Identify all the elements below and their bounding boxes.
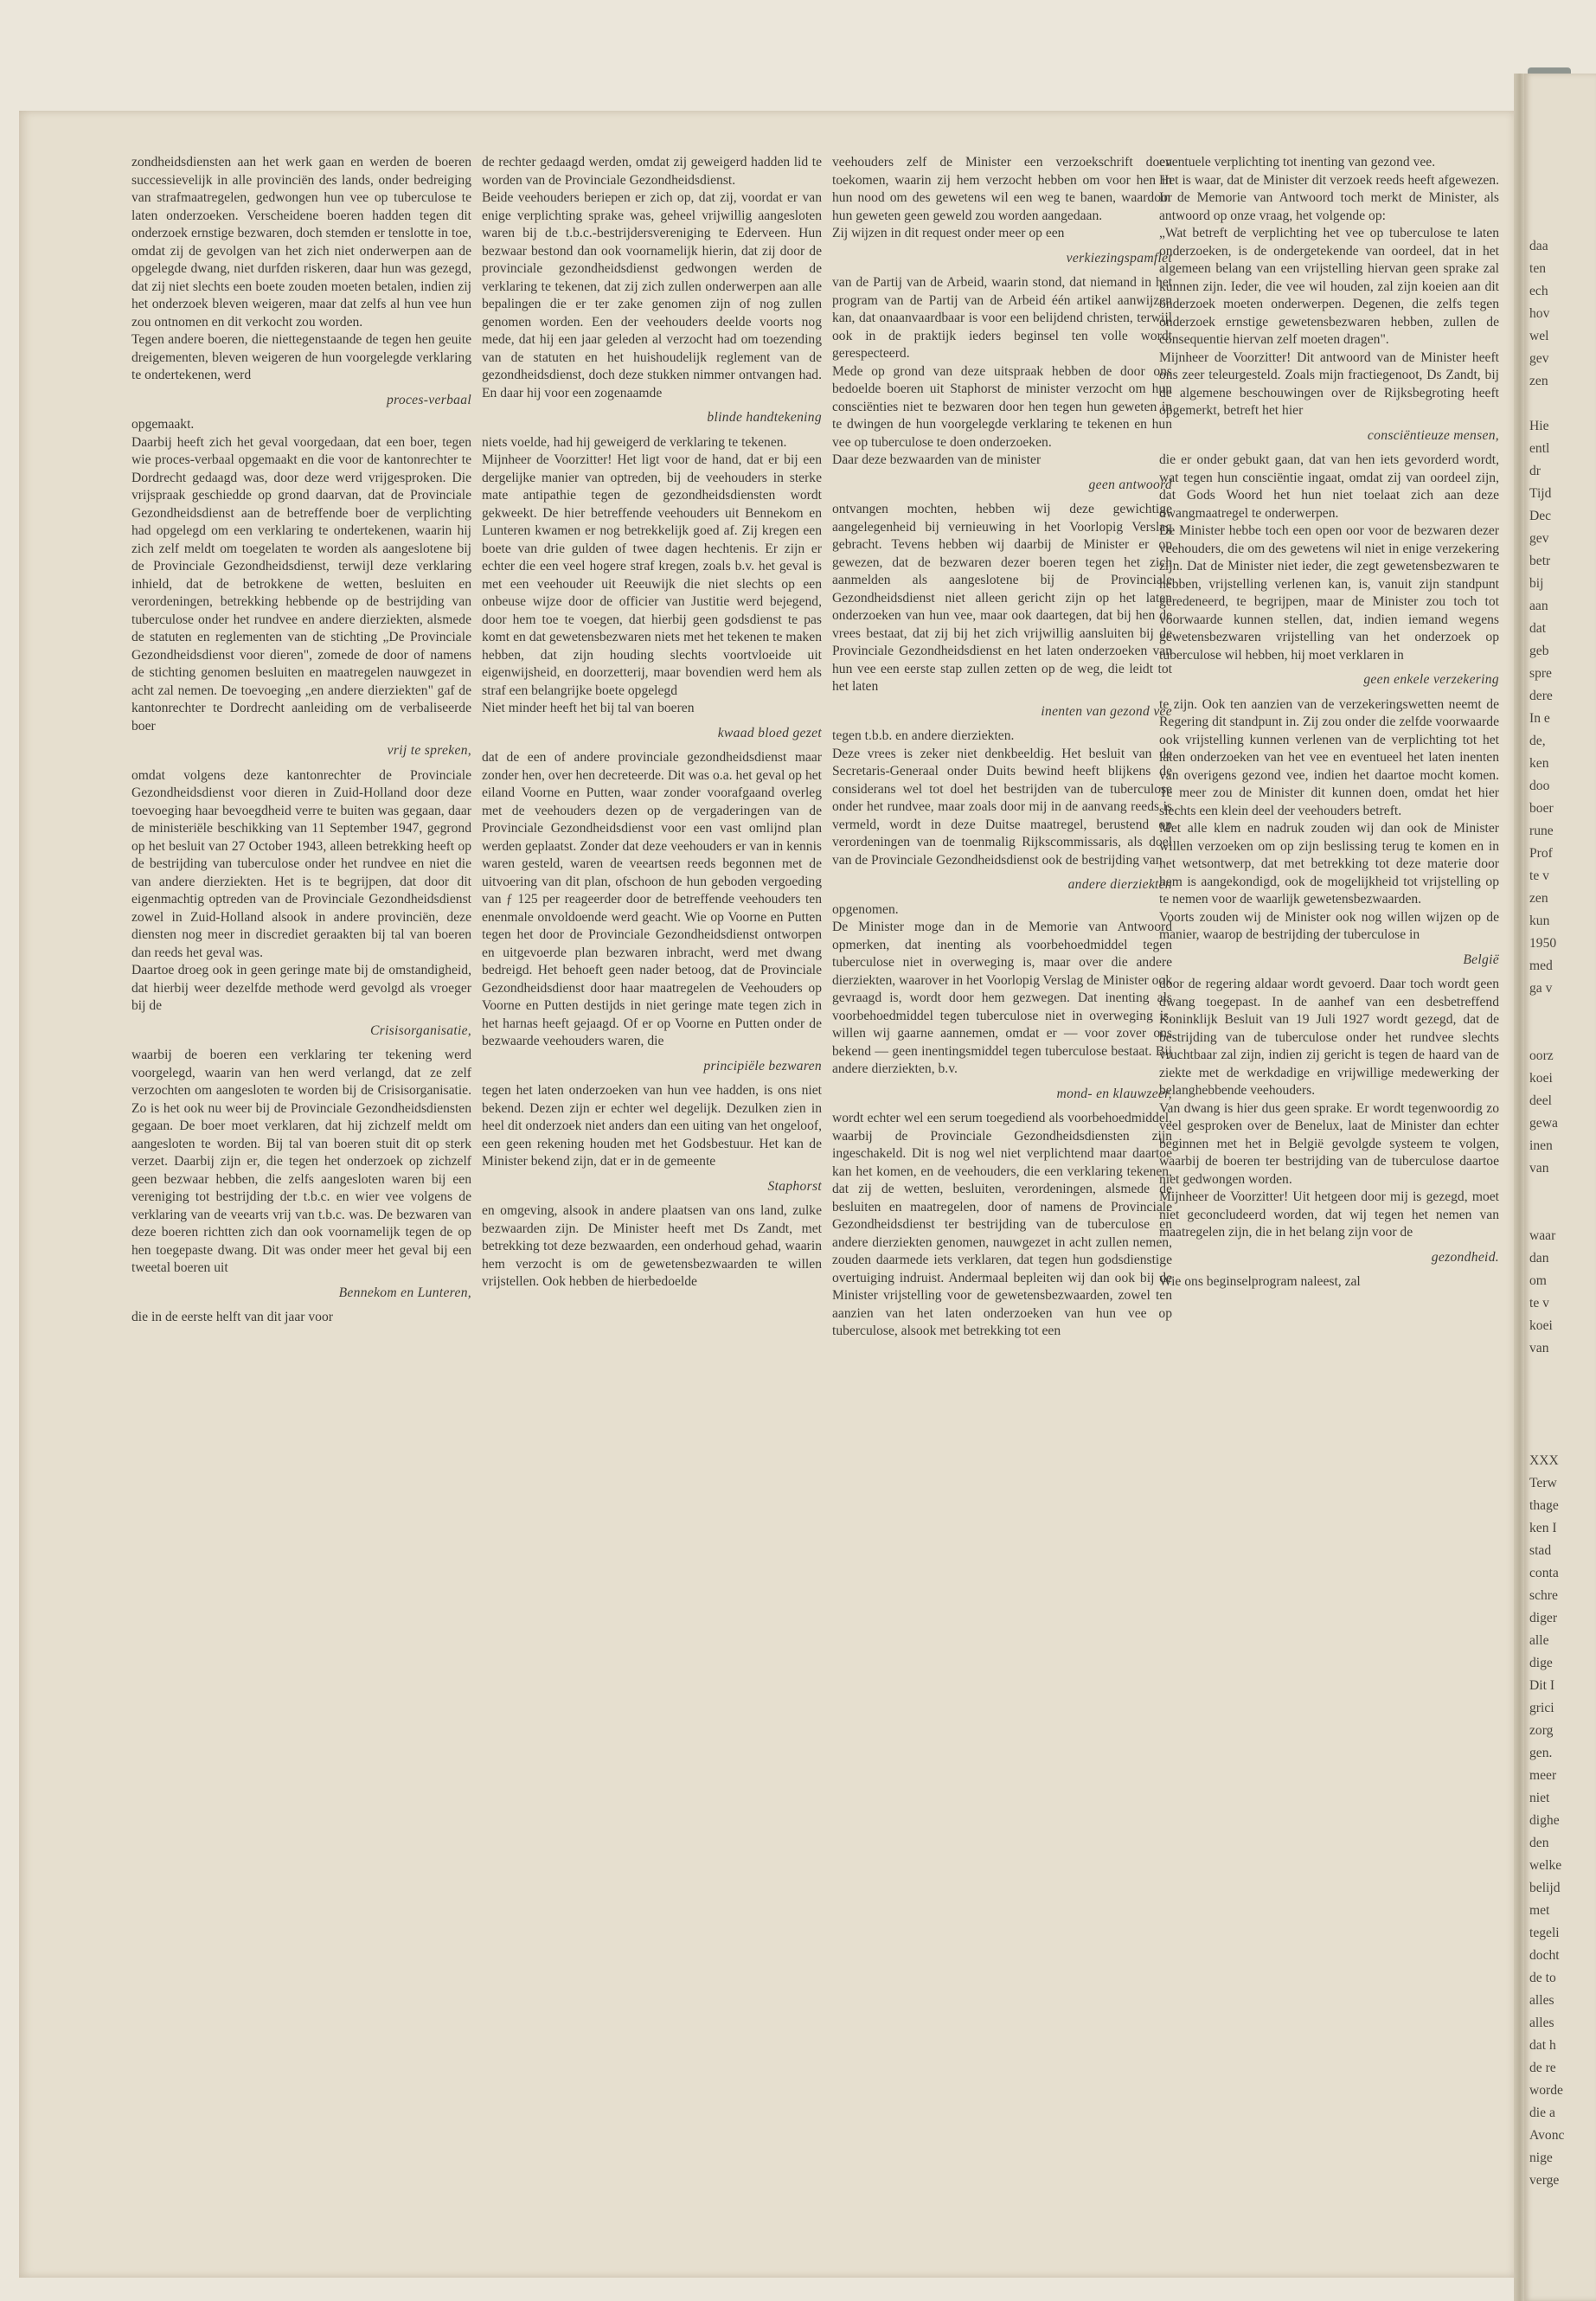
adjacent-page-fragment: diger (1529, 1611, 1558, 1625)
paragraph: Mede op grond van deze uitspraak hebben de door ons bedoelde boeren uit Staphorst de minister verzocht om hun consciënties niet te bezwaren door hen tegen hun geweten in te dwingen de hun voorgelegde verklaring te tekenen en hun vee op tuberculose te doen onderzoeken. (832, 363, 1172, 450)
paragraph: omdat volgens deze kantonrechter de Provinciale Gezondheidsdienst voor dieren in Zuid-Holland door deze toevoeging haar bevoegdheid verre te buiten was gegaan, daar de ministeriële beschikking van 11 September 1947, gegrond op het besluit van 27 October 1943, alleen betrekking heeft op de bestrijding van tuberculose onder het rundvee en niet die van andere dierziekten. Het is te begrijpen, dat door dit eigenmachtig optreden van de Provinciale Gezondheidsdienst zowel in Zuid-Holland alsook in andere provinciën, deze diensten nog meer in discrediet geraakten bij tal van boeren dan reeds het geval was. (131, 767, 471, 960)
adjacent-page-fragment: ten (1529, 261, 1547, 276)
adjacent-page-fragment: Prof (1529, 846, 1553, 861)
paragraph: Mijnheer de Voorzitter! Dit antwoord van de Minister heeft ons zeer teleurgesteld. Zoals mijn fractiegenoot, Ds Zandt, bij de algemene beschouwingen over de Rijksbegroting heeft opgemerkt, betreft het hier (1159, 349, 1499, 418)
adjacent-page-fragment: boer (1529, 801, 1554, 816)
paragraph: Mijnheer de Voorzitter! Uit hetgeen door mij is gezegd, moet niet geconcludeerd worden, dat wij tegen het nemen van maatregelen zijn, die in het belang zijn voor de (1159, 1189, 1499, 1240)
paragraph: tegen t.b.b. en andere dierziekten. (832, 728, 1015, 743)
paragraph: en omgeving, alsook in andere plaatsen van ons land, zulke bezwaarden zijn. De Minister heeft met Ds Zandt, met betrekking tot deze bezwaarden, een onderhoud gehad, waarin hem verzocht is om de gewetensbezwaarden te willen vrijstellen. Ook hebben de hierbedoelde (482, 1203, 822, 1289)
adjacent-page-fragment: met (1529, 1903, 1550, 1918)
paragraph: Van dwang is hier dus geen sprake. Er wordt tegenwoordig zo veel gesproken over de Benelux, laat de Minister dan echter beginnen met het in België gevolgde systeem te volgen, waarbij de boeren ter bestrijding van de tuberculose daartoe niet gedwongen worden. (1159, 1100, 1499, 1187)
text-column-2 (482, 154, 822, 1292)
adjacent-page-fragment: alles (1529, 1993, 1554, 2008)
adjacent-page-fragment: inen (1529, 1138, 1553, 1153)
adjacent-page-fragment: Tijd (1529, 486, 1552, 501)
adjacent-page-fragment: XXX (1529, 1453, 1559, 1468)
paragraph: Daarbij heeft zich het geval voorgedaan, dat een boer, tegen wie proces-verbaal opgemaakt en die voor de kantonrechter te Dordrecht gedaagd was, door deze werd vrijgesproken. Die vrijspraak geschiedde op grond daarvan, dat de Provinciale Gezondheidsdienst aan de betreffende boer de verplichting had opgelegd om een verklaring te ondertekenen, waarin hij zich zelf meldt om toegelaten te worden als aangeslotene bij de Provinciale Gezondheidsdienst, terwijl deze verklaring inhield, dat de betrokkene de wetten, besluiten en verordeningen, betrekking hebbende op de bestrijding van tuberculose onder het rundvee en andere dierziekten, alsmede de statuten en reglementen van de stichting „De Provinciale Gezondheidsdienst voor dieren", zomede de door of namens de stichting genomen besluiten en maatregelen nauwgezet in acht zal nemen. De toevoeging „en andere dierziekten" gaf de kantonrechter te Dordrecht aanleiding om de verbaliseerde boer (131, 434, 471, 734)
adjacent-page-fragment: alles (1529, 2016, 1554, 2030)
adjacent-page-fragment: dighe (1529, 1813, 1560, 1828)
paragraph: niets voelde, had hij geweigerd de verklaring te tekenen. (482, 434, 787, 450)
section-heading: geen antwoord (1088, 477, 1172, 492)
adjacent-page-fragment: gewa (1529, 1116, 1558, 1131)
adjacent-page-fragment: te v (1529, 1296, 1549, 1311)
adjacent-page-fragment: van (1529, 1161, 1549, 1176)
paragraph: Mijnheer de Voorzitter! Het ligt voor de hand, dat er bij een dergelijke manier van optreden, bij de veehouders in sterke mate antipathie tegen de gezondheidsdiensten wordt gekweekt. De hier betreffende veehouders uit Bennekom en Lunteren kwamen er nog betrekkelijk goed af. Zij kregen een boete van drie gulden of twee dagen hechtenis. Er zijn er echter die een veel hogere straf kregen, zoals b.v. het geval is met een veehouder uit Reeuwijk die niet slechts op een onbeuse wijze door de officier van Justitie werd bejegend, door hem toe te voegen, dat hierbij geen godsdienst te pas komt en dat gewetensbezwaren niets met het tekenen te maken hebben, dat zijn houding slechts voortvloeide uit eigenwijsheid, en doorzetterij, maar bovendien werd hem als straf een belangrijke boete opgelegd (482, 452, 822, 698)
paragraph: de rechter gedaagd werden, omdat zij geweigerd hadden lid te worden van de Provinciale Gezondheidsdienst. (482, 155, 822, 188)
adjacent-page-fragment: alle (1529, 1633, 1549, 1648)
section-heading: België (1463, 952, 1499, 967)
adjacent-page-fragment: dere (1529, 689, 1553, 703)
section-heading: proces-verbaal (386, 392, 471, 407)
section-heading: kwaad bloed gezet (717, 725, 822, 740)
adjacent-page-fragment: ken (1529, 756, 1549, 771)
adjacent-page-fragment: de re (1529, 2061, 1556, 2075)
adjacent-page-fragment: aan (1529, 599, 1548, 613)
paragraph: door de regering aldaar wordt gevoerd. Daar toch wordt geen dwang toegepast. In de aanhef van een desbetreffend Koninklijk Besluit van 19 Juli 1927 wordt gezegd, dat de bestrijding van de tuberculose onder het rundvee slechts vruchtbaar zal zijn, indien zij gericht is tegen de haard van de ziekte met de werkdadige en vrijwillige medewerking der belanghebbende veehouders. (1159, 977, 1499, 1098)
adjacent-page-fragment: thage (1529, 1498, 1559, 1513)
adjacent-page-fragment: welke (1529, 1858, 1562, 1873)
adjacent-page-fragment: grici (1529, 1701, 1554, 1715)
adjacent-page-fragment: bij (1529, 576, 1544, 591)
paragraph: opgenomen. (832, 901, 899, 917)
adjacent-page-fragment: dat (1529, 621, 1547, 636)
text-column-1 (131, 154, 471, 1327)
paragraph: veehouders zelf de Minister een verzoekschrift doen toekomen, waarin zij hem verzocht hebben om voor hen in hun nood om des gewetens wil een weg te banen, waardoor hun geweten geen geweld zou worden aangedaan. (832, 155, 1172, 223)
adjacent-page-fragment: de to (1529, 1971, 1556, 1985)
adjacent-page-fragment: geb (1529, 644, 1549, 658)
adjacent-page-fragment: oorz (1529, 1048, 1554, 1063)
adjacent-page-fragment: te v (1529, 868, 1549, 883)
adjacent-page-fragment: schre (1529, 1588, 1558, 1603)
adjacent-page-fragment: den (1529, 1836, 1549, 1850)
paragraph: Tegen andere boeren, die niettegenstaande de tegen hen geuite dreigementen, bleven weigeren de hun voorgelegde verklaring te ondertekenen, werd (131, 332, 471, 382)
adjacent-page-fragment: kun (1529, 913, 1550, 928)
paragraph: Niet minder heeft het bij tal van boeren (482, 701, 695, 715)
adjacent-page-fragment: wel (1529, 329, 1549, 343)
adjacent-page-fragment: dan (1529, 1251, 1549, 1266)
adjacent-page-fragment: van (1529, 1341, 1549, 1356)
paragraph: die er onder gebukt gaan, dat van hen iets gevorderd wordt, wat tegen hun consciëntie ingaat, omdat zij van oordeel zijn, dat Gods Woord het hun niet toelaat zich aan deze dwangmaatregel te onderwerpen. (1159, 452, 1499, 521)
paragraph: Beide veehouders beriepen er zich op, dat zij, voordat er van enige verplichting sprake was, geheel vrijwillig aangesloten waren bij de t.b.c.-bestrijdersvereniging te Ederveen. Hun bezwaar bestond dan ook voornamelijk hierin, dat zij door de provinciale gezondheidsdienst gedwongen werden de verklaring te tekenen, dat zij zich zullen onderwerpen aan alle bepalingen die er ter zake genomen zijn of nog zullen genomen worden. Een der veehouders deelde voorts nog mede, dat hij een jaar geleden al verzocht had om toezending van de statuten en het huishoudelijk reglement van de gezondheidsdienst, doch deze stukken nimmer ontvangen had. En daar hij voor een zogenaamde (482, 190, 822, 401)
adjacent-page-fragment: koei (1529, 1071, 1553, 1086)
adjacent-page-fragment: om (1529, 1273, 1547, 1288)
adjacent-page-fragment: waar (1529, 1228, 1556, 1243)
paragraph: De Minister moge dan in de Memorie van Antwoord opmerken, dat inenting als voorbehoedmiddel tegen tuberculose niet in overweging is, maar over die andere dierziekten, waarover in het Voorlopig Verslag de Minister ook gevraagd is, wordt door hem gezwegen. Dat inenting als voorbehoedmiddel tegen tuberculose niet in overweging is, willen wij gaarne aannemen, omdat er — voor zover ons bekend — geen inentingsmiddel tegen tuberculose bestaat. Bij andere dierziekten, b.v. (832, 920, 1172, 1076)
adjacent-page-fragment: 1950 (1529, 936, 1557, 951)
adjacent-page-fragment: tegeli (1529, 1926, 1560, 1940)
paragraph: Met alle klem en nadruk zouden wij dan ook de Minister willen verzoeken om op zijn beslissing terug te komen en in het wetsontwerp, dat met betrekking tot deze materie door hem is aangekondigd, ook de mogelijkheid tot vrijstelling op te nemen voor de waarlijk gewetensbezwaarden. (1159, 821, 1499, 907)
adjacent-page-fragment: betr (1529, 554, 1551, 568)
paragraph: van de Partij van de Arbeid, waarin stond, dat niemand in het program van de Partij van de Arbeid één artikel aanwijzen kan, dat onaanvaardbaar is voor een belijdend christen, terwijl ook in de praktijk ieders beginsel ten volle wordt gerespecteerd. (832, 275, 1172, 361)
paragraph: eventuele verplichting tot inenting van gezond vee. (1159, 155, 1436, 170)
paragraph: wordt echter wel een serum toegediend als voorbehoedmiddel, waarbij de Provinciale Gezondheidsdiensten zijn ingeschakeld. Dit is nog wel niet verplichtend maar daartoe kan het komen, en de veehouders, die een verklaring tekenen, dat zij de wetten, besluiten, verordeningen, alsmede de besluiten en maatregelen, door of namens de Provinciale Gezondheidsdienst ter bestrijding van de tuberculose en andere dierziekten genomen, nauwgezet in acht zullen nemen, zouden daarmede iets verklaren, dat tegen hun godsdienstige overtuiging indruist. Andermaal bepleiten wij dan ook bij de Minister vrijstelling voor de gewetensbezwaarden, zowel ten aanzien van het laten onderzoeken van hun vee op tuberculose, alsook met betrekking tot een (832, 1111, 1172, 1338)
adjacent-page-fragment: ga v (1529, 981, 1553, 996)
adjacent-page-fragment: zen (1529, 891, 1548, 906)
paragraph: zondheidsdiensten aan het werk gaan en werden de boeren successievelijk in alle provinciën des lands, onder bedreiging van strafmaatregelen, gedwongen hun vee op tuberculose te laten onderzoeken. Verscheidene boeren hadden tegen dit onderzoek ernstige bezwaren, doch stemden er tenslotte in toe, omdat zij de gevolgen van het zich niet onderwerpen aan de opgelegde dwang, niet durfden riskeren, daar hun was gezegd, dat zij niet slechts een boete zouden moeten betalen, indien zij het onderzoek bleven weigeren, maar dat zelfs al hun vee hun zou ontnomen en dit verkocht zou worden. (131, 155, 471, 330)
adjacent-page-fragment: Terw (1529, 1476, 1557, 1490)
paragraph: Deze vrees is zeker niet denkbeeldig. Het besluit van de Secretaris-Generaal onder Duits bewind heeft blijkens de considerans wel tot doel het bestrijden van de tuberculose onder het rundvee, maar zoals door mij in de aanvang reeds is vermeld, wordt in deze Duitse maatregel, berustend op verordeningen van de toenmalig Rijkscommissaris, als doel van de Provinciale Gezondheidsdienst ook de bestrijding van (832, 746, 1172, 868)
quotation-paragraph: „Wat betreft de verplichting het vee op tuberculose te laten onderzoeken, is de ondergetekende van oordeel, dat in het algemeen belang van een vrijstelling hiervan geen sprake zal kunnen zijn. Ieder, die vee wil houden, zal zijn koeien aan dit onderzoek moeten onderwerpen. Degenen, die zelfs tegen onderzoek ernstige gewetensbezwaren hebben, zullen de consequentie hiervan zelf moeten dragen". (1159, 226, 1499, 347)
section-heading: vrij te spreken, (387, 743, 471, 758)
paragraph: De Minister hebbe toch een open oor voor de bezwaren dezer veehouders, die om des gewetens wil niet in enige verzekering zijn. Dat de Minister niet ieder, die zegt gewetensbezwaren te hebben, vrijstelling verlenen kan, is, vanuit zijn standpunt geredeneerd, te begrijpen, maar de Minister zou toch tot voorwaarde kunnen stellen, dat, indien iemand wegens gewetensbezwaren vrijstelling van het onderzoek op tuberculose wil hebben, hij moet verklaren in (1159, 523, 1499, 663)
adjacent-page-fragment: deel (1529, 1093, 1552, 1108)
adjacent-page-fragment: entl (1529, 441, 1550, 456)
paragraph: ontvangen mochten, hebben wij deze gewichtige aangelegenheid bij vernieuwing in het Voorlopig Verslag gebracht. Tevens hebben wij daarbij de Minister er op gewezen, dat de bezwaren dezer boeren tegen het zich aanmelden als aangeslotene bij de Provinciale Gezondheidsdienst niet alleen gericht zijn op het laten onderzoeken van hun vee, maar ook daartegen, dat bij hen de vrees bestaat, dat zij bij het zich vrijwillig aansluiten bij de Provinciale Gezondheidsdienst en het laten onderzoeken van hun vee een eerste stap zullen zetten op de weg, die leidt tot het laten (832, 502, 1172, 694)
adjacent-page-fragment: Hie (1529, 419, 1549, 433)
paragraph: Daartoe droeg ook in geen geringe mate bij de omstandigheid, dat hierbij weer dezelfde methode werd gevolgd als vroeger bij de (131, 963, 471, 1013)
adjacent-page-fragment: meer (1529, 1768, 1557, 1783)
section-heading: gezondheid. (1431, 1249, 1499, 1265)
paragraph: te zijn. Ook ten aanzien van de verzekeringswetten neemt de Regering dit standpunt in. Zij zou onder die zelfde voorwaarde ook vrijstelling kunnen verlenen van de verplichting tot het laten onderzoeken van het vee en eventueel het laten inenten van overigens gezond vee, indien het daartoe mocht komen. Te meer zou de Minister dit kunnen doen, omdat het hier slechts een klein deel der veehouders betreft. (1159, 696, 1499, 818)
paragraph: Zij wijzen in dit request onder meer op een (832, 226, 1065, 240)
section-heading: blinde handtekening (707, 410, 822, 425)
section-heading: Bennekom en Lunteren, (338, 1285, 471, 1300)
adjacent-page-fragment: Avonc (1529, 2128, 1565, 2143)
section-heading: consciëntieuze mensen, (1367, 427, 1499, 443)
paragraph: tegen het laten onderzoeken van hun vee hadden, is ons niet bekend. Dezen zijn er echter wel degelijk. Dezulken zien in heel dit onderzoek niet anders dan een uiting van het ongeloof, een geen rekening houden met het Godsbestuur. Het kan de Minister bekend zijn, dat er in de gemeente (482, 1083, 822, 1169)
adjacent-page-fragment: dat h (1529, 2038, 1556, 2053)
adjacent-page-fragment: verge (1529, 2173, 1560, 2188)
adjacent-page-fragment: Dec (1529, 509, 1552, 523)
adjacent-page-fragment: gev (1529, 351, 1549, 366)
section-heading: principiële bezwaren (703, 1058, 822, 1074)
paragraph: Wie ons beginselprogram naleest, zal (1159, 1274, 1361, 1289)
paragraph: opgemaakt. (131, 417, 195, 432)
adjacent-page-fragment: hov (1529, 306, 1550, 321)
paragraph: Voorts zouden wij de Minister ook nog willen wijzen op de manier, waarop de bestrijding der tuberculose in (1159, 909, 1499, 942)
adjacent-page-fragment: gen. (1529, 1746, 1553, 1760)
adjacent-page-fragment: docht (1529, 1948, 1560, 1963)
adjacent-page-fragment: stad (1529, 1543, 1552, 1558)
section-heading: geen enkele verzekering (1363, 672, 1499, 687)
adjacent-page-fragment: spre (1529, 666, 1552, 681)
adjacent-page-fragment: belijd (1529, 1881, 1561, 1895)
paragraph: Daar deze bezwaarden van de minister (832, 452, 1042, 467)
section-heading: inenten van gezond vee (1041, 703, 1172, 719)
section-heading: mond- en klauwzeer, (1056, 1086, 1172, 1101)
adjacent-page-fragment: rune (1529, 824, 1554, 838)
adjacent-page-fragment: dr (1529, 464, 1541, 478)
adjacent-page-fragment: Dit I (1529, 1678, 1555, 1693)
adjacent-page-fragment: daa (1529, 239, 1548, 253)
adjacent-page-fragment: In e (1529, 711, 1550, 726)
paragraph: dat de een of andere provinciale gezondheidsdienst maar zonder hen, over hen decreteerde. Dit was o.a. het geval op het eiland Voorne en Putten, waar zonder voorafgaand overleg met de veehouders dezen op de vergaderingen van de Provinciale Gezondheidsdienst voor een vast omlijnd plan werden geplaatst. Zonder dat deze veehouders er van in kennis waren gesteld, waren de veeartsen reeds begonnen met de uitvoering van dit plan, ofschoon de hun geboden vergoeding van ƒ 125 per reageerder door de betreffende veehouders ten enenmale onvoldoende werd geacht. Wie op Voorne en Putten tegen het door de Provinciale Gezondheidsdienst ontworpen en uitgevoerde plan bezwaren inbracht, werd met dwang bedreigd. Het behoeft geen nader betoog, dat de Provinciale Gezondheidsdienst door haar maatregelen de Veehouders op Voorne en Putten destijds in niet geringe mate tegen zich in het harnas heeft gejaagd. Of er op Voorne en Putten onder de bezwaarde veehouders waren, die (482, 750, 822, 1048)
paragraph: die in de eerste helft van dit jaar voor (131, 1310, 333, 1324)
adjacent-page-edge (1524, 74, 1596, 2301)
adjacent-page-fragment: niet (1529, 1791, 1550, 1805)
section-heading: Crisisorganisatie, (369, 1022, 471, 1038)
adjacent-page-fragment: de, (1529, 734, 1546, 748)
adjacent-page-fragment: ken I (1529, 1521, 1557, 1535)
text-column-4 (1159, 154, 1499, 1292)
adjacent-page-fragment: dige (1529, 1656, 1553, 1670)
adjacent-page-fragment: zorg (1529, 1723, 1554, 1738)
paragraph: waarbij de boeren een verklaring ter tekening werd voorgelegd, waarin van hen werd verlangd, dat ze zelf verzochten om aangesloten te worden bij de Crisisorganisatie. Zo is het ook nu weer bij de Provinciale Gezondheidsdiensten gegaan. De boer moet verklaren, dat hij zichzelf meldt om aangesloten te worden. Bij tal van boeren stuit dit op sterk verzet. Daarbij zijn er, die tegen het onderzoek op zichzelf geen bezwaar hebben, die zelfs aangesloten waren bij een vereniging tot bestrijding der t.b.c. en wier vee volgens de verklaring van de veearts vrij van t.b.c. was. De bezwaren van deze boeren richtten zich dan ook voornamelijk tegen de op hen toegepaste dwang. Dit was onder meer het geval bij een tweetal boeren uit (131, 1048, 471, 1275)
section-heading: verkiezingspamflet (1066, 250, 1172, 266)
adjacent-page-fragment: die a (1529, 2106, 1555, 2120)
section-heading: Staphorst (767, 1178, 822, 1194)
adjacent-page-fragment: doo (1529, 779, 1550, 793)
adjacent-page-fragment: zen (1529, 374, 1548, 388)
adjacent-page-fragment: ech (1529, 284, 1548, 298)
adjacent-page-fragment: gev (1529, 531, 1549, 546)
adjacent-page-fragment: nige (1529, 2150, 1553, 2165)
paragraph: Het is waar, dat de Minister dit verzoek reeds heeft afgewezen. In de Memorie van Antwoord toch merkt de Minister, als antwoord op onze vraag, het volgende op: (1159, 172, 1499, 223)
text-column-3 (832, 154, 1172, 1341)
adjacent-page-fragment: conta (1529, 1566, 1559, 1580)
adjacent-page-fragment: koei (1529, 1318, 1553, 1333)
adjacent-page-fragment: med (1529, 958, 1553, 973)
section-heading: andere dierziekten (1067, 877, 1172, 892)
adjacent-page-fragment: worde (1529, 2083, 1563, 2098)
